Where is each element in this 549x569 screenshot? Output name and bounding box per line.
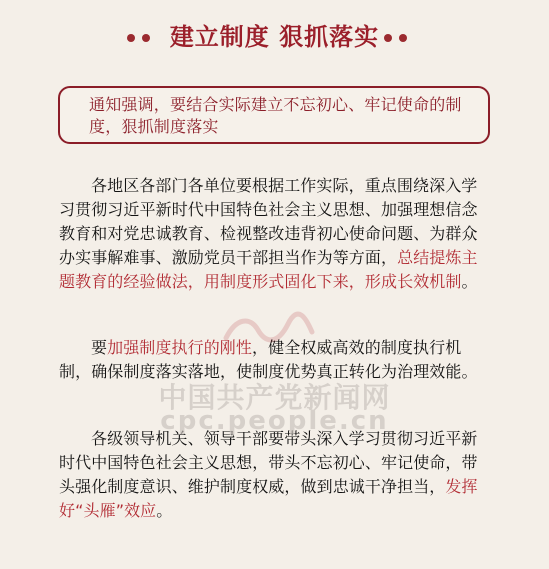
page-title: 建立制度 狠抓落实: [169, 23, 380, 51]
paragraph-3: [59, 427, 493, 523]
paragraph-3-emphasis: 发挥好“头雁”效应: [59, 477, 478, 520]
paragraph-3-end: 。: [156, 501, 173, 520]
paragraph-2-emphasis: 加强制度执行的刚性: [107, 338, 253, 357]
paragraph-3-text: 各级领导机关、领导干部要带头深入学习贯彻习近平新时代中国特色社会主义思想，带头不忘初心、牢记使命，带头强化制度意识、维护制度权威，做到忠诚干净担当，: [59, 429, 478, 496]
watermark-url: cpc.people.cn: [160, 406, 389, 436]
paragraph-2-text-end: ，健全权威高效的制度执行机制，确保制度落实落地，使制度优势真正转化为治理效能。: [59, 338, 478, 381]
paragraph-1: [59, 174, 493, 294]
title-row: [0, 22, 549, 52]
paragraph-1-emphasis: 总结提炼主题教育的经验做法，用制度形式固化下来，形成长效机制: [59, 248, 478, 291]
decorative-dot-icon: [384, 34, 392, 42]
decorative-dot-icon: [399, 34, 407, 42]
paragraph-2: [59, 336, 493, 384]
watermark-chinese: 中国共产党新闻网: [158, 381, 391, 414]
notice-box: [58, 86, 490, 144]
paragraph-2-text-start: 要: [91, 338, 108, 357]
paragraph-1-end: 。: [461, 272, 478, 291]
paragraph-1-text: 各地区各部门各单位要根据工作实际，重点围绕深入学习贯彻习近平新时代中国特色社会主义思想、加强理想信念教育和对党忠诚教育、检视整改违背初心使命问题、为群众办实事解难事、激励党员干部担当作为等方面，: [59, 176, 478, 267]
notice-text: 通知强调，要结合实际建立不忘初心、牢记使命的制度，狠抓制度落实: [89, 95, 462, 136]
